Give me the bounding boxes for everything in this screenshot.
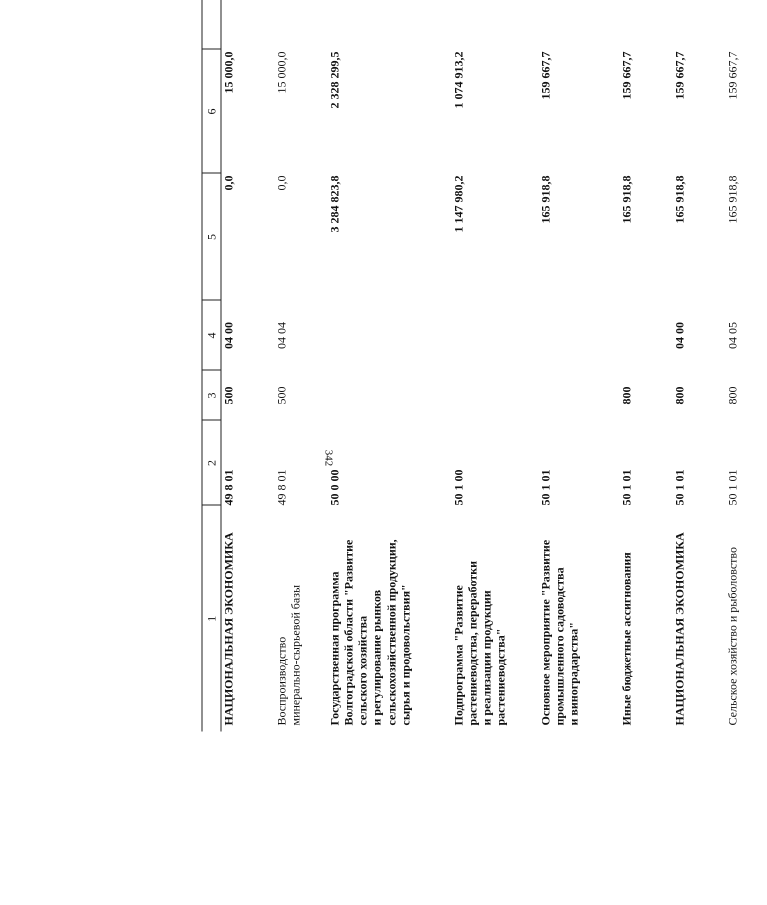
row-name-line: растениеводства, переработки [465, 560, 480, 726]
row-target-code: 50 0 00 [327, 469, 342, 506]
row-name-line: Сельское хозяйство и рыболовство [725, 546, 740, 726]
row-section-code: 04 00 [221, 322, 236, 349]
row-amount-col7 [539, 0, 620, 50]
table-row [452, 0, 539, 732]
row-expense-type [328, 371, 452, 421]
table-row [275, 0, 328, 732]
row-amount-col5: 165 918,8 [538, 175, 553, 224]
row-amount-col7 [452, 0, 539, 50]
header-col-3: 3 [202, 371, 221, 421]
header-col-5: 5 [202, 174, 221, 301]
row-name-line: и виноградарства" [566, 622, 581, 726]
row-amount-col5: 165 918,8 [725, 175, 740, 224]
row-name [539, 506, 620, 732]
row-amount-col7 [275, 0, 328, 50]
header-col-4: 4 [202, 301, 221, 371]
row-amount-col7 [620, 0, 673, 50]
row-section-code: 04 05 [725, 322, 740, 349]
table-row [726, 0, 762, 732]
row-target-code: 50 1 01 [619, 469, 634, 506]
row-amount-col5: 0,0 [221, 175, 236, 191]
table-row [328, 0, 452, 732]
row-amount-col7 [221, 0, 275, 50]
row-name-line: сельскохозяйственной продукции, [384, 539, 399, 726]
row-name-line: НАЦИОНАЛЬНАЯ ЭКОНОМИКА [672, 532, 687, 726]
header-col-2: 2 [202, 421, 221, 506]
row-target-code: 50 1 01 [672, 469, 687, 506]
row-name [620, 506, 673, 732]
row-name [221, 506, 275, 732]
row-name [275, 506, 328, 732]
row-section-code [328, 301, 452, 371]
header-row [202, 0, 221, 732]
row-expense-type: 800 [725, 386, 740, 405]
row-amount-col6: 159 667,7 [619, 51, 634, 100]
row-section-code [539, 301, 620, 371]
row-expense-type [452, 371, 539, 421]
row-target-code: 50 1 01 [538, 469, 553, 506]
budget-table [202, 0, 762, 732]
table-row [539, 0, 620, 732]
row-amount-col6: 159 667,7 [538, 51, 553, 100]
row-name-line: Воспроизводство [274, 636, 289, 726]
row-expense-type: 800 [619, 386, 634, 405]
row-amount-col6: 159 667,7 [672, 51, 687, 100]
row-name-line: Подпрограмма "Развитие [451, 585, 466, 726]
row-name [328, 506, 452, 732]
row-name-line: сельского хозяйства [355, 615, 370, 726]
row-expense-type: 800 [672, 386, 687, 405]
row-name-line: и регулирование рынков [369, 589, 384, 726]
header-col-6: 6 [202, 50, 221, 174]
row-amount-col5: 165 918,8 [672, 175, 687, 224]
row-target-code: 49 8 01 [274, 469, 289, 506]
row-name-line: минерально-сырьевой базы [288, 584, 303, 726]
row-name [673, 506, 726, 732]
row-name-line: НАЦИОНАЛЬНАЯ ЭКОНОМИКА [221, 532, 236, 726]
row-target-code: 50 1 01 [725, 469, 740, 506]
row-section-code [452, 301, 539, 371]
row-amount-col6: 159 667,7 [725, 51, 740, 100]
row-target-code: 50 1 00 [451, 469, 466, 506]
row-expense-type: 500 [221, 386, 236, 405]
row-name-line: и реализации продукции [479, 590, 494, 726]
rotated-page [202, 0, 767, 732]
row-name [726, 506, 762, 732]
row-amount-col6: 1 074 913,2 [451, 51, 466, 109]
row-name-line: растениеводства" [493, 628, 508, 726]
table-row [221, 0, 275, 732]
row-amount-col5: 165 918,8 [619, 175, 634, 224]
row-name-line: сырья и продовольствия" [398, 584, 413, 726]
row-amount-col5: 1 147 980,2 [451, 175, 466, 233]
row-target-code: 49 8 01 [221, 469, 236, 506]
row-name [452, 506, 539, 732]
row-expense-type [539, 371, 620, 421]
table-row [620, 0, 673, 732]
row-amount-col7 [328, 0, 452, 50]
row-name-line: промышленного садоводства [552, 567, 567, 726]
row-section-code: 04 04 [274, 322, 289, 349]
row-expense-type: 500 [274, 386, 289, 405]
row-amount-col6: 2 328 299,5 [327, 51, 342, 109]
row-section-code: 04 00 [672, 322, 687, 349]
row-name-line: Государственная программа [327, 571, 342, 726]
row-section-code [620, 301, 673, 371]
row-name-line: Иные бюджетные ассигнования [619, 552, 634, 726]
row-amount-col7 [673, 0, 726, 50]
row-amount-col6: 15 000,0 [221, 51, 236, 94]
row-amount-col7 [726, 0, 762, 50]
header-col-1: 1 [202, 506, 221, 732]
row-name-line: Основное мероприятие "Развитие [538, 539, 553, 726]
header-col-7 [202, 0, 221, 50]
row-amount-col6: 15 000,0 [274, 51, 289, 94]
page-number: 342 [322, 449, 335, 467]
table-row [673, 0, 726, 732]
row-amount-col5: 0,0 [274, 175, 289, 191]
row-amount-col5: 3 284 823,8 [327, 175, 342, 233]
row-name-line: Волгоградской области "Развитие [341, 539, 356, 726]
